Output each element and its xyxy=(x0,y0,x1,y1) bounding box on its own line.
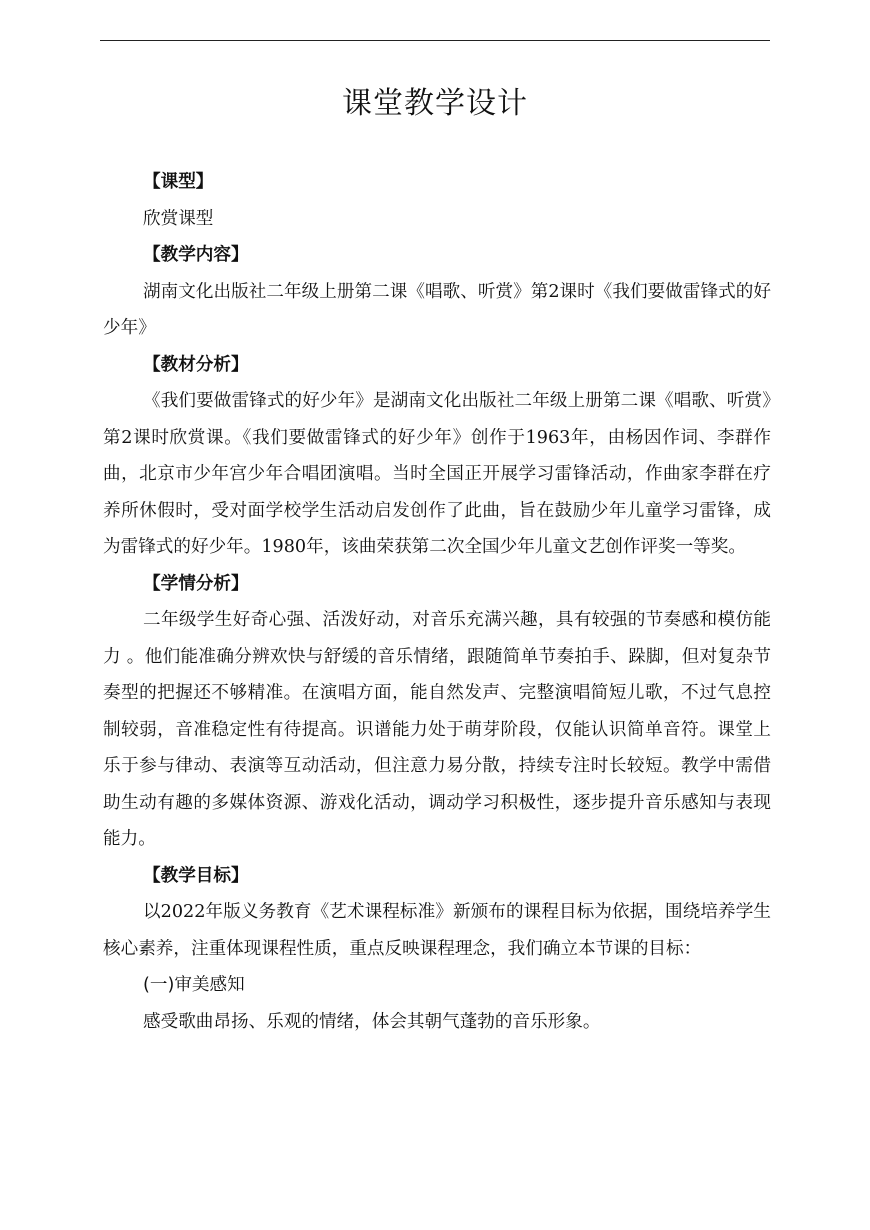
section-learner-analysis xyxy=(103,566,771,858)
section-heading: 【学情分析】 xyxy=(143,573,249,594)
section-material-analysis xyxy=(103,347,771,566)
subsection-aesthetic-perception xyxy=(103,967,771,1040)
section-heading: 【教材分析】 xyxy=(143,354,249,375)
document-body xyxy=(103,164,771,1040)
section-teaching-goals xyxy=(103,858,771,968)
header-rule xyxy=(100,40,770,41)
section-paragraph: 以2022年版义务教育《艺术课程标准》新颁布的课程目标为依据，围绕培养学生核心素养，注重体现课程性质，重点反映课程理念，我们确立本节课的目标： xyxy=(103,902,771,959)
section-paragraph: 《我们要做雷锋式的好少年》是湖南文化出版社二年级上册第二课《唱歌、听赏》第2课时欣赏课。《我们要做雷锋式的好少年》创作于1963年，由杨因作词、李群作曲，北京市少年宫少年合唱团演唱。当时全国正开展学习雷锋活动，作曲家李群在疗养所休假时，受对面学校学生活动启发创作了此曲，旨在鼓励少年儿童学习雷锋，成为雷锋式的好少年。1980年，该曲荣获第二次全国少年儿童文艺创作评奖一等奖。 xyxy=(103,391,771,557)
section-lesson-type xyxy=(103,164,771,237)
document-title: 课堂教学设计 xyxy=(342,86,528,121)
section-heading: 【课型】 xyxy=(143,172,214,192)
section-heading: 【教学目标】 xyxy=(143,865,249,886)
section-paragraph: 欣赏课型 xyxy=(143,208,214,229)
subsection-heading: (一)审美感知 xyxy=(143,975,245,995)
subsection-paragraph: 感受歌曲昂扬、乐观的情绪，体会其朝气蓬勃的音乐形象。 xyxy=(143,1011,601,1032)
section-paragraph: 二年级学生好奇心强、活泼好动，对音乐充满兴趣，具有较强的节奏感和模仿能力 。他们能准确分辨欢快与舒缓的音乐情绪，跟随简单节奏拍手、跺脚，但对复杂节奏型的把握还不够精准。在演唱方面，能自然发声、完整演唱简短儿歌，不过气息控制较弱，音准稳定性有待提高。识谱能力处于萌芽阶段，仅能认识简单音符。课堂上乐于参与律动、表演等互动活动，但注意力易分散，持续专注时长较短。教学中需借助生动有趣的多媒体资源、游戏化活动，调动学习积极性，逐步提升音乐感知与表现能力。 xyxy=(103,610,771,849)
section-teaching-content xyxy=(103,237,771,347)
section-heading: 【教学内容】 xyxy=(143,245,249,265)
section-paragraph: 湖南文化出版社二年级上册第二课《唱歌、听赏》第2课时《我们要做雷锋式的好少年》 xyxy=(103,281,771,338)
